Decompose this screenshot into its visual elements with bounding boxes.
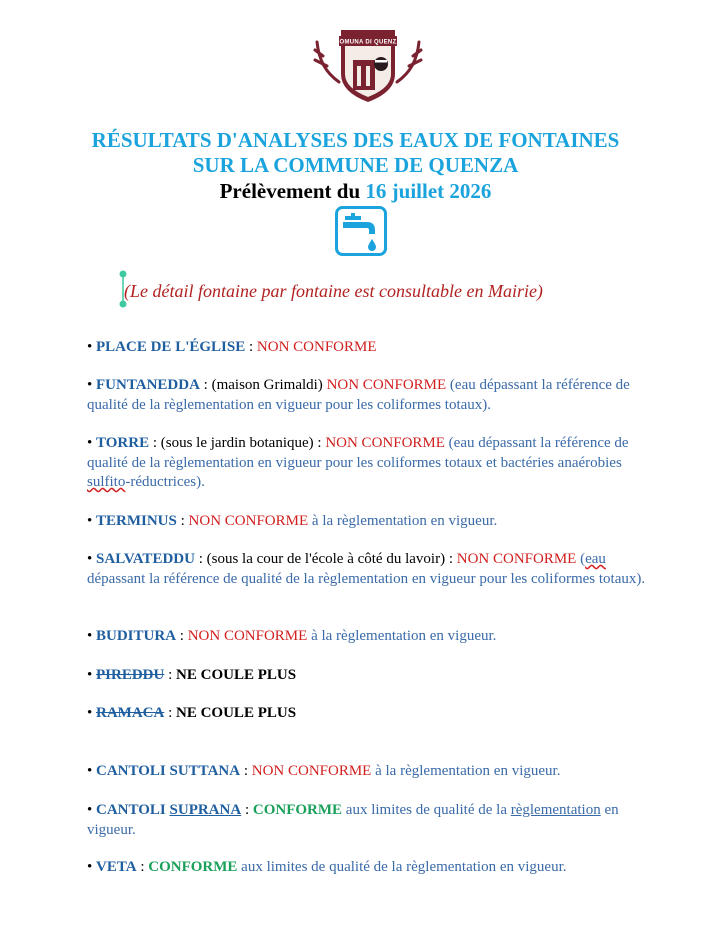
separator: : <box>176 513 189 529</box>
sampling-date-value: 16 juillet 2026 <box>365 179 492 203</box>
underlined-word: règlementation <box>510 802 601 818</box>
status-non-conforme: NON CONFORME <box>325 435 445 451</box>
status-conforme: CONFORME <box>252 802 343 818</box>
bullet: • <box>87 551 93 567</box>
logo-text: COMUNA DI QUENZA <box>334 39 402 46</box>
list-item <box>87 550 647 589</box>
status-non-conforme: NON CONFORME <box>187 628 308 644</box>
status-non-conforme: NON CONFORME <box>188 513 309 529</box>
bullet: • <box>87 339 93 355</box>
sampling-label: Prélèvement du <box>219 179 361 203</box>
list-item <box>87 338 647 358</box>
location-info: (sous la cour de l'école à côté du lavoir) : <box>206 551 457 567</box>
separator: : <box>176 628 188 644</box>
fountain-name: BUDITURA <box>96 628 177 644</box>
fountain-name: PIREDDU <box>96 667 165 683</box>
bullet: • <box>87 628 93 644</box>
separator: : <box>240 763 252 779</box>
status-non-conforme: NON CONFORME <box>326 377 447 393</box>
status-description-end: -réductrices). <box>125 474 205 490</box>
mairie-note: (Le détail fontaine par fontaine est consultable en Mairie) <box>124 281 543 301</box>
list-item <box>87 858 647 878</box>
list-item <box>87 704 647 724</box>
location-info: (sous le jardin botanique) : <box>160 435 326 451</box>
list-item <box>87 762 647 782</box>
status-non-conforme: NON CONFORME <box>456 551 577 567</box>
fountain-name: SALVATEDDU <box>96 551 195 567</box>
fountain-name: VETA <box>96 859 137 875</box>
separator: : <box>136 859 149 875</box>
list-item <box>87 801 647 840</box>
status-description: aux limites de qualité de la <box>342 802 511 818</box>
status-description: aux limites de qualité de la règlementation en vigueur. <box>237 859 567 875</box>
status-non-conforme: NON CONFORME <box>251 763 372 779</box>
separator: : <box>164 705 177 721</box>
water-tap-icon <box>335 206 387 256</box>
fountain-name: TORRE <box>96 435 150 451</box>
fountain-name: CANTOLI SUTTANA <box>96 763 241 779</box>
separator: : <box>245 339 257 355</box>
title-line-1: RÉSULTATS D'ANALYSES DES EAUX DE FONTAINES <box>91 128 620 152</box>
status-ne-coule-plus: NE COULE PLUS <box>176 705 297 721</box>
spellcheck-word: sulfito <box>87 474 126 490</box>
fountain-name: RAMACA <box>96 705 165 721</box>
status-description-end: en vigueur. <box>87 802 619 838</box>
list-item <box>87 627 647 647</box>
bullet: • <box>87 435 93 451</box>
separator: : <box>194 551 207 567</box>
status-description: ( <box>576 551 586 567</box>
fountain-name-underlined: SUPRANA <box>169 802 242 818</box>
fountain-name: TERMINUS <box>96 513 177 529</box>
status-conforme: CONFORME <box>148 859 238 875</box>
bullet: • <box>87 705 93 721</box>
status-description: (eau dépassant la référence de qualité de la règlementation en vigueur pour les coliformes totaux). <box>87 377 630 413</box>
bullet: • <box>87 667 93 683</box>
commune-crest-logo <box>313 20 423 104</box>
status-description: à la règlementation en vigueur. <box>307 628 497 644</box>
location-info: (maison Grimaldi) <box>211 377 327 393</box>
separator: : <box>199 377 212 393</box>
bullet: • <box>87 802 93 818</box>
separator: : <box>164 667 177 683</box>
list-item <box>87 666 647 686</box>
separator: : <box>241 802 253 818</box>
spellcheck-word: eau <box>585 551 606 567</box>
status-description: à la règlementation en vigueur. <box>371 763 561 779</box>
list-item <box>87 512 647 532</box>
title-line-2: SUR LA COMMUNE DE QUENZA <box>192 153 519 177</box>
list-item <box>87 376 647 415</box>
sampling-date <box>0 179 711 203</box>
status-description: à la règlementation en vigueur. <box>308 513 498 529</box>
bullet: • <box>87 377 93 393</box>
status-non-conforme: NON CONFORME <box>256 339 377 355</box>
fountain-name: FUNTANEDDA <box>96 377 200 393</box>
separator: : <box>149 435 161 451</box>
fountain-name: PLACE DE L'ÉGLISE <box>96 339 246 355</box>
status-description-end: dépassant la référence de qualité de la règlementation en vigueur pour les coliformes totaux). <box>87 570 646 587</box>
bullet: • <box>87 513 93 529</box>
fountain-name: CANTOLI <box>96 802 170 818</box>
status-ne-coule-plus: NE COULE PLUS <box>176 667 297 683</box>
bullet: • <box>87 859 93 875</box>
page-title <box>0 128 711 178</box>
status-description: (eau dépassant la référence de qualité de la règlementation en vigueur pour les coliformes totaux et bactéries anaérobies <box>87 435 629 471</box>
list-item <box>87 434 647 493</box>
bullet: • <box>87 763 93 779</box>
